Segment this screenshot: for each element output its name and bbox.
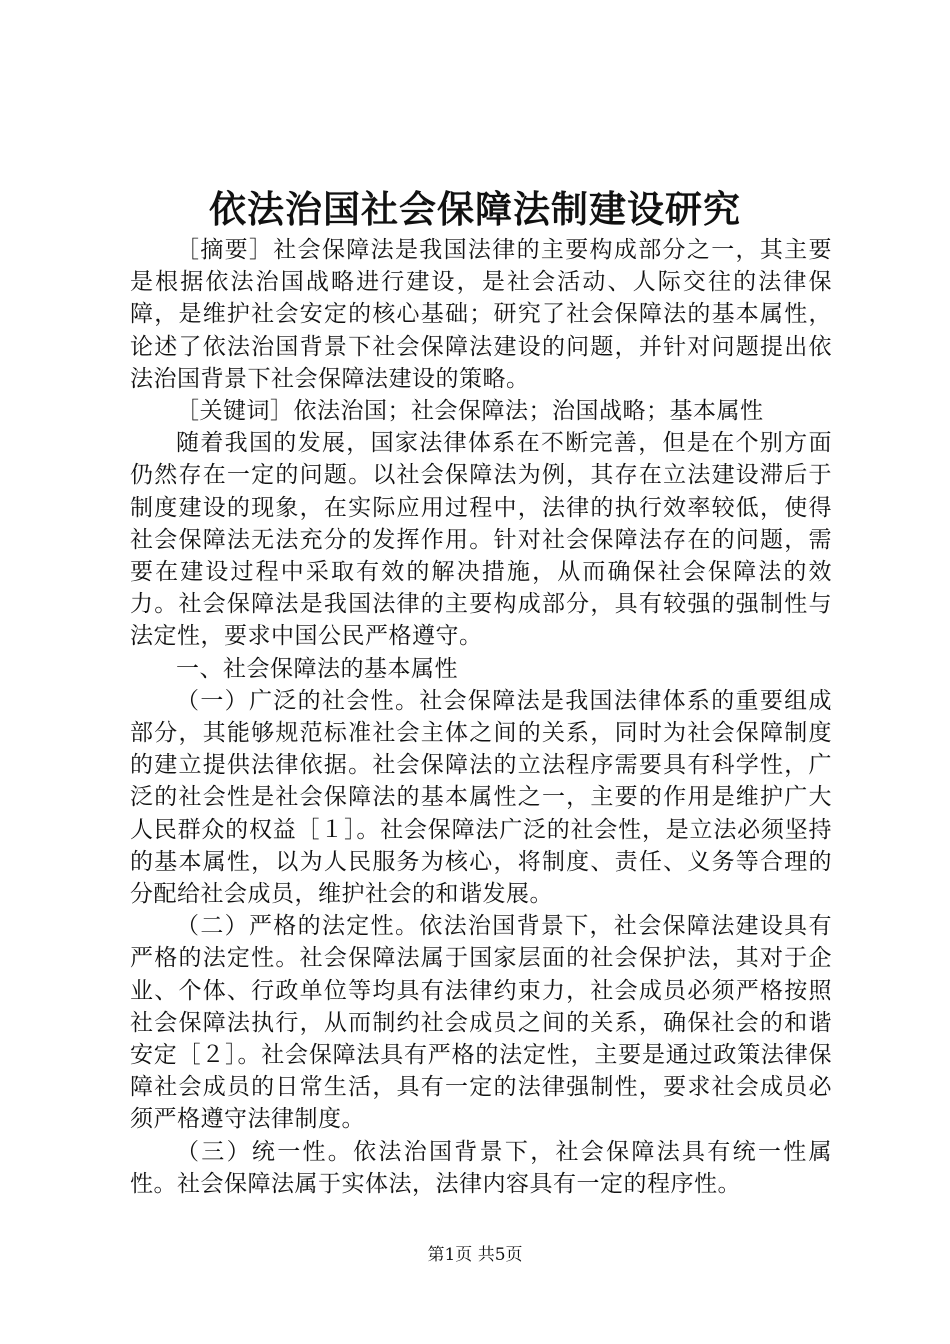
section-heading: 一、社会保障法的基本属性 [176, 655, 458, 682]
body-paragraph: （二）严格的法定性。依法治国背景下，社会保障法建设具有严格的法定性。社会保障法属于国家层面的社会保护法，其对于企业、个体、行政单位等均具有法律约束力，社会成员必须严格按照社会保障法执行，从而制约社会成员之间的关系，确保社会的和谐安定［２］。社会保障法具有严格的法定性，主要是通过政策法律保障社会成员的日常生活，具有一定的法律强制性，要求社会成员必须严格遵守法律制度。 [130, 913, 832, 1133]
intro-paragraph: 随着我国的发展，国家法律体系在不断完善，但是在个别方面仍然存在一定的问题。以社会保障法为例，其存在立法建设滞后于制度建设的现象，在实际应用过程中，法律的执行效率较低，使得社会保障法无法充分的发挥作用。针对社会保障法存在的问题，需要在建设过程中采取有效的解决措施，从而确保社会保障法的效力。社会保障法是我国法律的主要构成部分，具有较强的强制性与法定性，要求中国公民严格遵守。 [130, 430, 832, 650]
body-paragraph: （一）广泛的社会性。社会保障法是我国法律体系的重要组成部分，其能够规范标准社会主体之间的关系，同时为社会保障制度的建立提供法律依据。社会保障法的立法程序需要具有科学性，广泛的社会性是社会保障法的基本属性之一，主要的作用是维护广大人民群众的权益［１］。社会保障法广泛的社会性，是立法必须坚持的基本属性，以为人民服务为核心，将制度、责任、义务等合理的分配给社会成员，维护社会的和谐发展。 [130, 687, 832, 908]
body-paragraph: （三）统一性。依法治国背景下，社会保障法具有统一性属性。社会保障法属于实体法，法律内容具有一定的程序性。 [130, 1138, 832, 1197]
keywords-paragraph: ［关键词］依法治国；社会保障法；治国战略；基本属性 [176, 398, 764, 425]
abstract-paragraph: ［摘要］社会保障法是我国法律的主要构成部分之一，其主要是根据依法治国战略进行建设，是社会活动、人际交往的法律保障，是维护社会安定的核心基础；研究了社会保障法的基本属性，论述了依法治国背景下社会保障法建设的问题，并针对问题提出依法治国背景下社会保障法建设的策略。 [130, 237, 832, 392]
document-title: 依法治国社会保障法制建设研究 [209, 187, 741, 231]
page-number: 第1页 共5页 [427, 1245, 523, 1265]
document-body [130, 234, 832, 1200]
